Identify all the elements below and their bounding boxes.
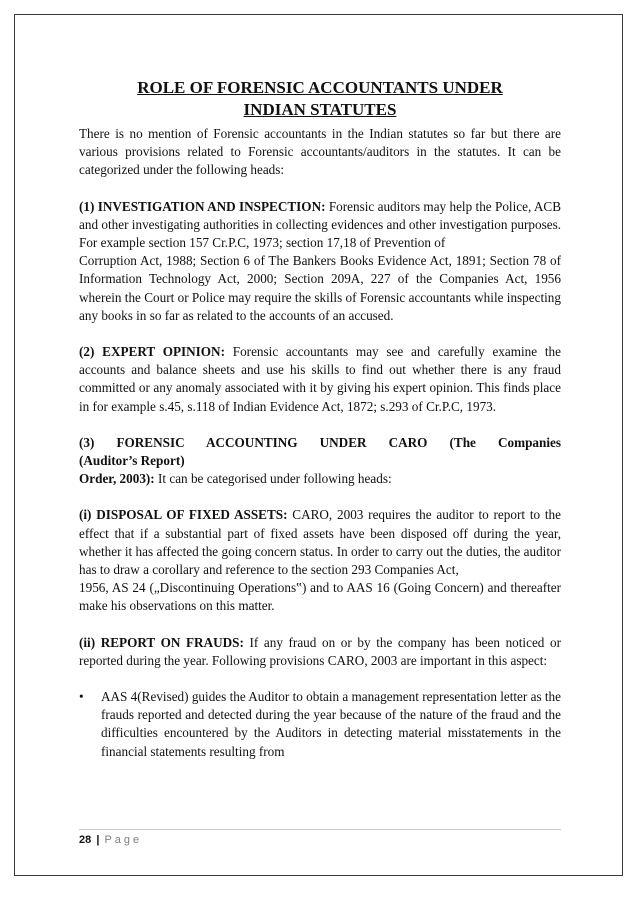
subsection-fixed-assets-continued: 1956, AS 24 („Discontinuing Operations‟) and to AAS 16 (Going Concern) and thereafter make his observations on this matter. [79, 580, 561, 614]
title-line-1: ROLE OF FORENSIC ACCOUNTANTS UNDER [137, 78, 503, 97]
subsection-fixed-assets-heading: (i) DISPOSAL OF FIXED ASSETS: [79, 507, 288, 523]
section-expert-opinion [79, 343, 561, 416]
section-caro-text: It can be categorised under following heads: [154, 471, 392, 487]
page-number: 28 [79, 834, 92, 846]
subsection-frauds-heading: (ii) REPORT ON FRAUDS: [79, 634, 244, 650]
intro-paragraph: There is no mention of Forensic accountants in the Indian statutes so far but there are various provisions related to Forensic accountants/auditors in the statutes. It can be categorized under the following heads: [79, 126, 561, 178]
section-caro-heading-line-2 [79, 452, 561, 470]
subsection-frauds [79, 634, 561, 670]
section-investigation-continued: Corruption Act, 1988; Section 6 of The Bankers Books Evidence Act, 1891; Section 78 of Information Technology Act, 2000; Section 209A, 227 of the Companies Act, 1956 wherein the Court or Police may require the skills of Forensic accountants while inspecting any books in so far as related to the accounts of an accused. [79, 253, 561, 323]
document-body [79, 77, 561, 761]
section-caro-intro [79, 470, 561, 488]
page-label: Page [104, 834, 143, 846]
section-caro-heading-line-3: Order, 2003): [79, 471, 155, 487]
subsection-fixed-assets [79, 506, 561, 579]
title-line-2: INDIAN STATUTES [243, 100, 397, 119]
section-investigation [79, 198, 561, 253]
page-footer [79, 829, 561, 846]
subsection-frauds-text: If any fraud on or by the company has been noticed or reported during the year. Following provisions CARO, 2003 are important in this aspect: [79, 634, 561, 668]
page-separator: | [96, 834, 100, 846]
section-investigation-text: Forensic auditors may help the Police, ACB and other investigating authorities in collecting evidences and other investigation purposes. For example section 157 Cr.P.C, 1973; section 17,18 of Prevention of [79, 198, 561, 251]
page-title [79, 77, 561, 121]
section-caro-heading-line-2-text: (Auditor’s Report) [79, 453, 185, 469]
list-item: • AAS 4(Revised) guides the Auditor to obtain a management representation letter as the frauds reported and detected during the year because of the nature of the fraud and the difficulties encountered by the Auditors in detecting material misstatements in the financial statements resulting from [79, 688, 561, 761]
section-expert-opinion-heading: (2) EXPERT OPINION: [79, 344, 225, 360]
subsection-fixed-assets-text: CARO, 2003 requires the auditor to report to the effect that if a substantial part of fixed assets have been disposed off during the year, whether it has affected the going concern status. In order to carry out the duties, the auditor has to draw a corollary and reference to the section 293 Companies Act, [79, 507, 561, 578]
section-expert-opinion-text: Forensic accountants may see and carefully examine the accounts and balance sheets and use his skills to find out whether there is any fraud committed or any anomaly associated with it by giving his expert opinion. This finds place in for example s.45, s.118 of Indian Evidence Act, 1872; s.293 of Cr.P.C, 1973. [79, 344, 561, 414]
section-caro-heading-line-1: (3) FORENSIC ACCOUNTING UNDER CARO (The Companies [79, 434, 561, 450]
bullet-list [79, 688, 561, 761]
section-investigation-heading: (1) INVESTIGATION AND INSPECTION: [79, 198, 326, 214]
